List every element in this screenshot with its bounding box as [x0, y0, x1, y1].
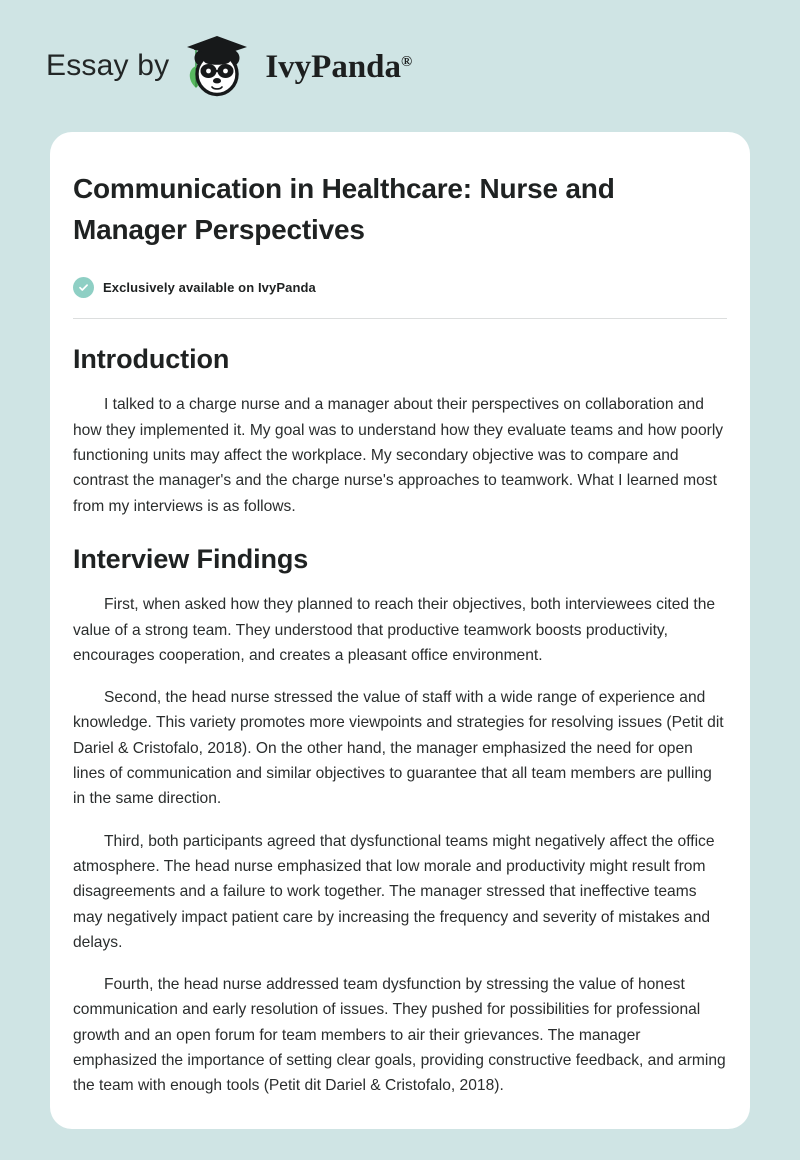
document-section-interview-findings	[73, 543, 726, 1099]
brand-name-text: IvyPanda	[265, 48, 402, 85]
ivypanda-wordmark	[265, 48, 413, 85]
page-title: Communication in Healthcare: Nurse and Manager Perspectives	[73, 173, 615, 245]
exclusive-availability-badge	[73, 277, 726, 298]
status-badge: Exclusively available on IvyPanda	[103, 280, 316, 295]
brand-header	[0, 0, 800, 132]
essay-document-card	[50, 132, 750, 1129]
essay-by-label: Essay by	[46, 49, 170, 82]
document-body	[73, 168, 726, 1099]
check-circle-icon	[73, 277, 94, 298]
header-divider	[73, 318, 727, 319]
section-heading: Interview Findings	[73, 543, 309, 574]
body-paragraph: First, when asked how they planned to reach their objectives, both interviewees cited the value of a strong team. They understood that productive teamwork boosts productivity, encourages cooperation, and creates a pleasant office environment.	[73, 596, 716, 664]
ivypanda-logo-lockup[interactable]	[46, 30, 412, 102]
registered-trademark-symbol: ®	[401, 53, 413, 70]
body-paragraph: Fourth, the head nurse addressed team dysfunction by stressing the value of honest communication and early resolution of issues. They pushed for possibilities for professional growth and an open forum for team members to air their grievances. The manager emphasized the importance of setting clear goals, providing constructive feedback, and arming the team with enough tools (Petit dit Dariel & Cristofalo, 2018).	[73, 976, 726, 1095]
body-paragraph: Third, both participants agreed that dysfunctional teams might negatively affect the office atmosphere. The head nurse emphasized that low morale and productivity might result from disagreements and a failure to work together. The manager stressed that ineffective teams may negatively impact patient care by increasing the frequency and severity of mistakes and delays.	[73, 832, 715, 951]
document-section-introduction	[73, 343, 726, 519]
section-heading: Introduction	[73, 344, 230, 374]
ivypanda-panda-graduate-logo-icon	[183, 30, 251, 102]
body-paragraph: I talked to a charge nurse and a manager about their perspectives on collaboration and how they implemented it. My goal was to understand how they evaluate teams and how poorly functioning units may affect the workplace. My secondary objective was to compare and contrast the manager's and the charge nurse's approaches to teamwork. What I learned most from my interviews is as follows.	[73, 396, 724, 515]
body-paragraph: Second, the head nurse stressed the value of staff with a wide range of experience and knowledge. This variety promotes more viewpoints and strategies for resolving issues (Petit dit Dariel & Cristofalo, 2018). On the other hand, the manager emphasized the need for open lines of communication and similar objectives to guarantee that all team members are pulling in the same direction.	[73, 689, 724, 808]
